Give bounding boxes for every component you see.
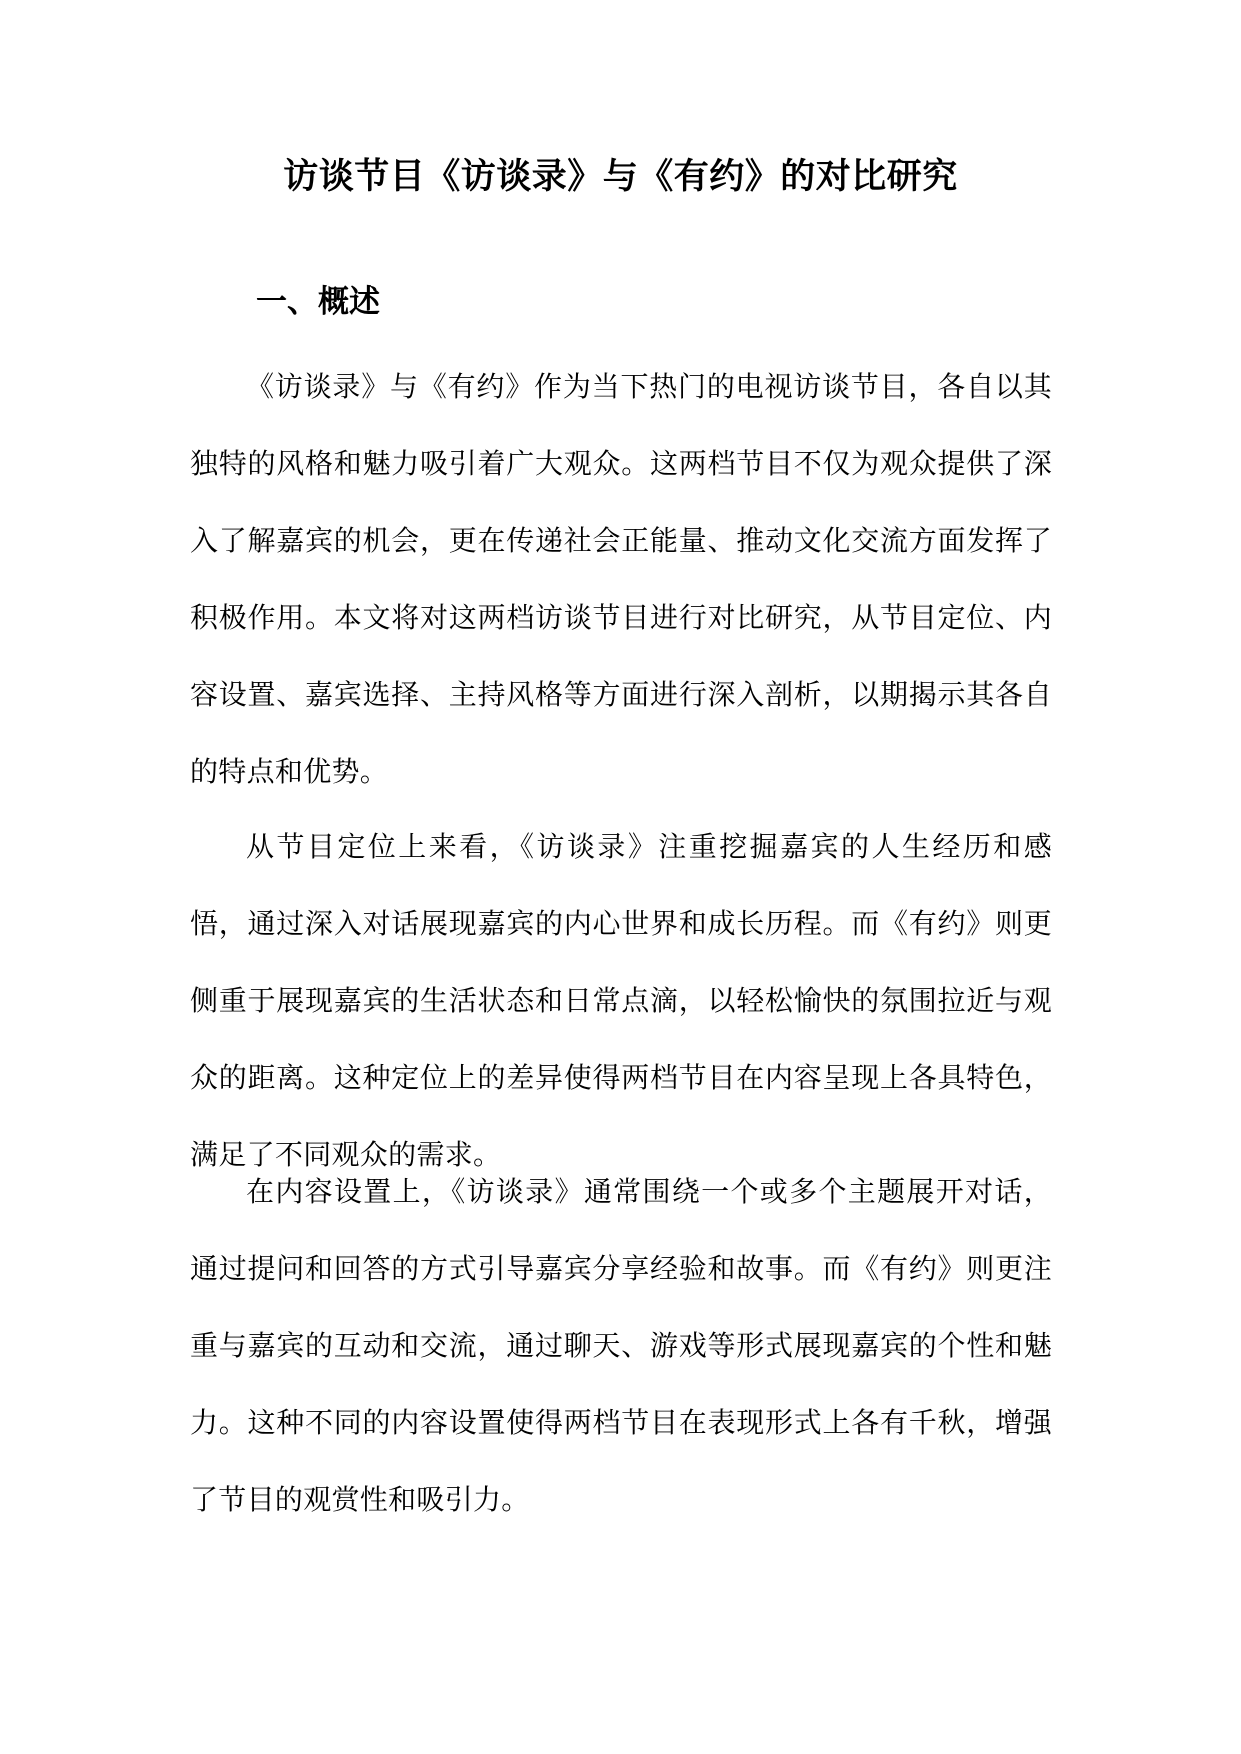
document-title: 访谈节目《访谈录》与《有约》的对比研究 [283, 156, 958, 197]
paragraph: 在内容设置上，《访谈录》通常围绕一个或多个主题展开对话，通过提问和回答的方式引导嘉宾分享经验和故事。而《有约》则更注重与嘉宾的互动和交流，通过聊天、游戏等形式展现嘉宾的个性和魅力。这种不同的内容设置使得两档节目在表现形式上各有千秋，增强了节目的观赏性和吸引力。 [190, 1175, 1052, 1516]
paragraph: 从节目定位上来看，《访谈录》注重挖掘嘉宾的人生经历和感悟，通过深入对话展现嘉宾的内心世界和成长历程。而《有约》则更侧重于展现嘉宾的生活状态和日常点滴，以轻松愉快的氛围拉近与观众的距离。这种定位上的差异使得两档节目在内容呈现上各具特色，满足了不同观众的需求。 [190, 830, 1052, 1171]
paragraph: 《访谈录》与《有约》作为当下热门的电视访谈节目，各自以其独特的风格和魅力吸引着广大观众。这两档节目不仅为观众提供了深入了解嘉宾的机会，更在传递社会正能量、推动文化交流方面发挥了积极作用。本文将对这两档访谈节目进行对比研究，从节目定位、内容设置、嘉宾选择、主持风格等方面进行深入剖析，以期揭示其各自的特点和优势。 [190, 370, 1052, 788]
section-heading: 一、概述 [256, 284, 380, 320]
